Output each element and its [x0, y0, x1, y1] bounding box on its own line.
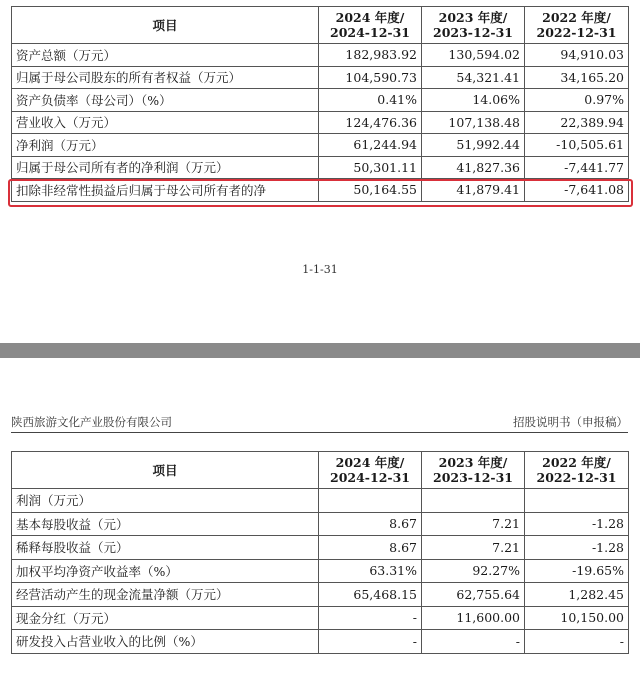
- header-2023: 2023 年度/ 2023-12-31: [422, 7, 525, 44]
- cell-2023: 51,992.44: [422, 134, 525, 157]
- cell-2024: 0.41%: [319, 89, 422, 112]
- table-row: [12, 512, 629, 536]
- header-2024: 2024 年度/ 2024-12-31: [319, 452, 422, 489]
- cell-2023: 41,827.36: [422, 156, 525, 179]
- cell-2024: 65,468.15: [319, 583, 422, 607]
- page-divider: [0, 343, 640, 358]
- cell-2022: -1.28: [525, 536, 629, 560]
- cell-2023: 54,321.41: [422, 66, 525, 89]
- cell-2023: [422, 489, 525, 513]
- cell-2023: 41,879.41: [422, 179, 525, 202]
- cell-2023: 92.27%: [422, 559, 525, 583]
- cell-2023: 130,594.02: [422, 44, 525, 67]
- header-2024: 2024 年度/ 2024-12-31: [319, 7, 422, 44]
- cell-2024: 8.67: [319, 536, 422, 560]
- cell-2022: -7,641.08: [525, 179, 629, 202]
- table-row: [12, 559, 629, 583]
- header-2022: 2022 年度/ 2022-12-31: [525, 7, 629, 44]
- row-label: 净利润（万元）: [12, 134, 319, 157]
- row-label: 资产负债率（母公司）（%）: [12, 89, 319, 112]
- cell-2022: 0.97%: [525, 89, 629, 112]
- table-header-row: [12, 452, 629, 489]
- table-row: [12, 630, 629, 654]
- table-row: [12, 583, 629, 607]
- row-label: 利润（万元）: [12, 489, 319, 513]
- cell-2022: 94,910.03: [525, 44, 629, 67]
- header-rule: [11, 432, 628, 433]
- cell-2023: 107,138.48: [422, 111, 525, 134]
- cell-2022: 34,165.20: [525, 66, 629, 89]
- row-label: 现金分红（万元）: [12, 606, 319, 630]
- cell-2024: 50,301.11: [319, 156, 422, 179]
- header-2022: 2022 年度/ 2022-12-31: [525, 452, 629, 489]
- cell-2023: 7.21: [422, 536, 525, 560]
- table-row: [12, 66, 629, 89]
- document-title: 招股说明书（申报稿）: [513, 415, 628, 429]
- header-2023: 2023 年度/ 2023-12-31: [422, 452, 525, 489]
- table-row: [12, 536, 629, 560]
- table-header-row: [12, 7, 629, 44]
- row-label: 营业收入（万元）: [12, 111, 319, 134]
- financial-table-page1: [11, 6, 629, 202]
- cell-2024: 63.31%: [319, 559, 422, 583]
- table-row: [12, 606, 629, 630]
- header-item: 项目: [12, 452, 319, 489]
- row-label: 稀释每股收益（元）: [12, 536, 319, 560]
- row-label: 加权平均净资产收益率（%）: [12, 559, 319, 583]
- row-label: 归属于母公司股东的所有者权益（万元）: [12, 66, 319, 89]
- cell-2022: -1.28: [525, 512, 629, 536]
- page-number: 1-1-31: [302, 263, 338, 276]
- cell-2022: -19.65%: [525, 559, 629, 583]
- cell-2024: -: [319, 630, 422, 654]
- cell-2022: -10,505.61: [525, 134, 629, 157]
- cell-2023: 7.21: [422, 512, 525, 536]
- cell-2022: [525, 489, 629, 513]
- cell-2023: 14.06%: [422, 89, 525, 112]
- row-label: 扣除非经常性损益后归属于母公司所有者的净: [12, 179, 319, 202]
- cell-2024: 104,590.73: [319, 66, 422, 89]
- header-item: 项目: [12, 7, 319, 44]
- row-label: 经营活动产生的现金流量净额（万元）: [12, 583, 319, 607]
- table-row: [12, 44, 629, 67]
- cell-2024: 61,244.94: [319, 134, 422, 157]
- company-name: 陕西旅游文化产业股份有限公司: [11, 415, 172, 429]
- row-label: 资产总额（万元）: [12, 44, 319, 67]
- table-row: [12, 134, 629, 157]
- row-label: 研发投入占营业收入的比例（%）: [12, 630, 319, 654]
- cell-2024: 8.67: [319, 512, 422, 536]
- table-row-highlighted: [12, 156, 629, 179]
- row-label: 归属于母公司所有者的净利润（万元）: [12, 156, 319, 179]
- highlight-box: [8, 179, 633, 207]
- cell-2024: [319, 489, 422, 513]
- cell-2023: 62,755.64: [422, 583, 525, 607]
- cell-2024: 124,476.36: [319, 111, 422, 134]
- cell-2022: 1,282.45: [525, 583, 629, 607]
- cell-2023: -: [422, 630, 525, 654]
- table-row: [12, 489, 629, 513]
- cell-2022: -: [525, 630, 629, 654]
- row-label: 基本每股收益（元）: [12, 512, 319, 536]
- cell-2023: 11,600.00: [422, 606, 525, 630]
- financial-table-page2: [11, 451, 629, 654]
- cell-2024: -: [319, 606, 422, 630]
- table-row: [12, 111, 629, 134]
- cell-2022: -7,441.77: [525, 156, 629, 179]
- cell-2022: 22,389.94: [525, 111, 629, 134]
- cell-2024: 182,983.92: [319, 44, 422, 67]
- table-row: [12, 89, 629, 112]
- cell-2024: 50,164.55: [319, 179, 422, 202]
- cell-2022: 10,150.00: [525, 606, 629, 630]
